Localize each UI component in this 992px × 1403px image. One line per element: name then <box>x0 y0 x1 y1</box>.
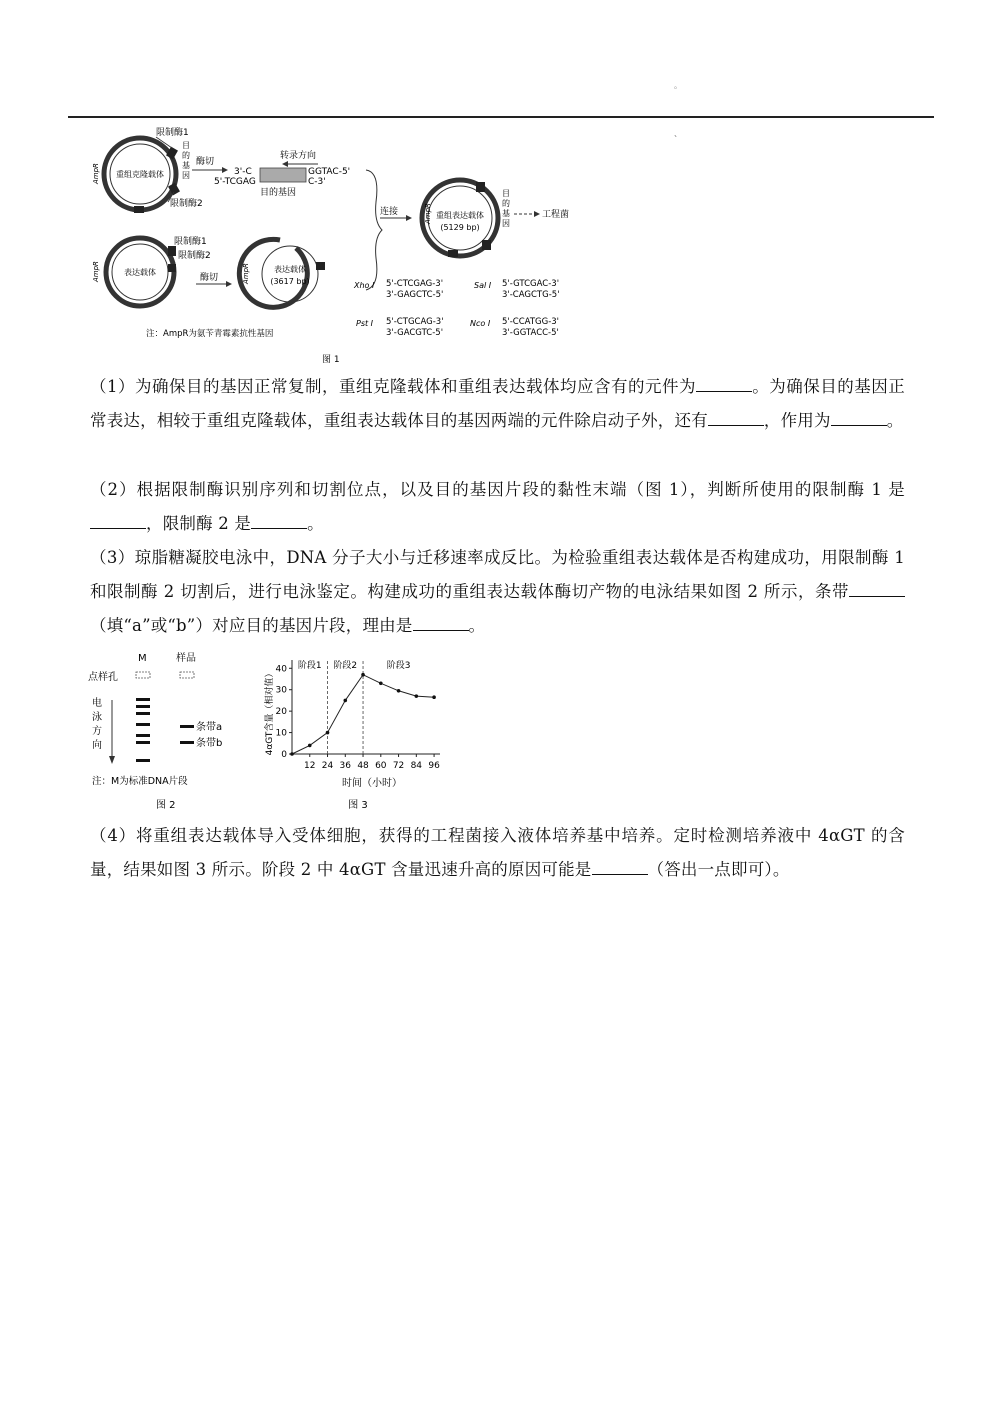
x-tick-label: 60 <box>375 761 387 771</box>
direction-arrow <box>109 756 115 764</box>
svg-text:3'-GAGCTC-5': 3'-GAGCTC-5' <box>386 290 444 300</box>
x-tick-label: 84 <box>410 761 423 771</box>
header-rule <box>68 116 934 118</box>
expression-vector-label: 表达载体 <box>124 268 156 277</box>
data-point <box>432 695 436 699</box>
engineered-bacteria-label: 工程菌 <box>542 210 570 220</box>
answer-blank[interactable] <box>831 407 887 426</box>
figure3-caption: 图 3 <box>348 800 368 811</box>
seq-top-left: 3'-C <box>234 167 252 177</box>
svg-text:方: 方 <box>92 726 102 737</box>
question-2: （2）根据限制酶识别序列和切割位点，以及目的基因片段的黏性末端（图 1），判断所使用的限制酶 1 是，限制酶 2 是 。 <box>90 480 905 533</box>
well-label: 点样孔 <box>88 672 118 683</box>
enzyme-xho <box>353 279 443 300</box>
data-point <box>308 744 312 748</box>
clone-vector-plasmid <box>92 138 180 213</box>
page-mark-comma: 、 <box>674 129 682 138</box>
svg-text:的: 的 <box>502 199 510 208</box>
svg-text:3'-GGTACC-5': 3'-GGTACC-5' <box>502 328 559 338</box>
y-tick-label: 40 <box>275 664 287 675</box>
svg-text:AmpR: AmpR <box>424 203 432 224</box>
figure2-caption: 图 2 <box>156 800 176 811</box>
answer-blank[interactable] <box>413 612 469 631</box>
recombinant-target-gene-label <box>502 189 510 228</box>
target-gene-vertical-label <box>182 141 190 180</box>
enzyme-pst <box>356 317 444 338</box>
band-a-label: 条带a <box>196 722 223 733</box>
svg-text:5'-GTCGAC-3': 5'-GTCGAC-3' <box>502 279 560 289</box>
svg-text:Pst I: Pst I <box>356 319 374 328</box>
svg-text:Xho I: Xho I <box>354 281 375 290</box>
target-gene-box <box>260 168 306 182</box>
seq-bottom-right: C-3' <box>308 177 326 187</box>
x-tick-label: 72 <box>392 761 405 771</box>
x-tick-label: 36 <box>339 761 352 771</box>
svg-text:向: 向 <box>92 740 102 751</box>
transcription-direction-label: 转录方向 <box>280 151 317 161</box>
enzyme1-label: 限制酶1 <box>156 128 189 138</box>
y-tick-label: 30 <box>275 685 287 696</box>
recombinant-vector-label: 重组表达载体 <box>436 211 484 220</box>
x-axis-label: 时间（小时） <box>342 778 402 789</box>
figure1-note: 注：AmpR为氨苄青霉素抗性基因 <box>146 329 274 339</box>
enzyme-nco <box>470 317 559 338</box>
gene-label: 目的基因 <box>260 188 297 198</box>
svg-text:3'-CAGCTG-5': 3'-CAGCTG-5' <box>502 290 560 300</box>
svg-text:5'-CCATGG-3': 5'-CCATGG-3' <box>502 317 560 327</box>
stage-label: 阶段2 <box>333 661 358 671</box>
recombinant-vector-size: (5129 bp) <box>440 223 480 232</box>
answer-blank[interactable] <box>251 510 307 529</box>
question-3: （3）琼脂糖凝胶电泳中，DNA 分子大小与迁移速率成反比。为检验重组表达载体是否构建成功，用限制酶 1 和限制酶 2 切割后，进行电泳鉴定。构建成功的重组表达载体酶切产物的电泳结果如图 2 所示，条带（填“a”或“b”）对应目的基因片段，理由是 。 <box>90 548 905 635</box>
svg-text:因: 因 <box>182 171 190 180</box>
svg-text:因: 因 <box>502 219 510 228</box>
x-tick-label: 96 <box>428 761 440 771</box>
seq-bottom-left: 5'-TCGAG <box>214 177 256 187</box>
clone-vector-label: 重组克隆载体 <box>116 170 164 179</box>
y-tick-label: 0 <box>281 750 287 760</box>
data-point <box>290 752 294 756</box>
cut-expression-vector-plasmid <box>239 239 325 307</box>
svg-text:Nco I: Nco I <box>470 319 491 328</box>
figure2-note: 注：M为标准DNA片段 <box>92 776 188 787</box>
y-tick-label: 10 <box>275 728 287 739</box>
svg-text:电: 电 <box>92 698 102 709</box>
cut-label-top: 酶切 <box>196 157 215 167</box>
answer-blank[interactable] <box>696 373 752 392</box>
well-sample <box>180 672 194 678</box>
svg-text:的: 的 <box>182 151 190 160</box>
question-1: （1）为确保目的基因正常复制，重组克隆载体和重组表达载体均应含有的元件为 。为确保目的基因正常表达，相较于重组克隆载体，重组表达载体目的基因两端的元件除启动子外，还有 ，作用为 。 <box>90 370 905 438</box>
recombinant-vector-plasmid <box>422 180 498 257</box>
svg-text:5'-CTCGAG-3': 5'-CTCGAG-3' <box>386 279 444 289</box>
enzyme2-label-lower: 限制酶2 <box>178 251 211 261</box>
data-point <box>343 699 347 703</box>
seq-top-right: GGTAC-5' <box>308 167 351 177</box>
svg-text:AmpR: AmpR <box>242 263 250 284</box>
y-axis-label: 4αGT含量（相对值） <box>265 668 275 756</box>
enzyme-sal <box>474 279 560 300</box>
stage-label: 阶段3 <box>386 661 411 671</box>
expression-vector-plasmid <box>92 238 176 306</box>
direction-label <box>92 696 102 751</box>
y-tick-label: 20 <box>275 707 287 718</box>
svg-text:基: 基 <box>502 209 510 218</box>
figure-2-gel <box>84 648 254 816</box>
svg-text:5'-CTGCAG-3': 5'-CTGCAG-3' <box>386 317 444 327</box>
x-tick-label: 48 <box>357 761 369 771</box>
answer-blank[interactable] <box>592 856 648 875</box>
question-4: （4）将重组表达载体导入受体细胞，获得的工程菌接入液体培养基中培养。定时检测培养液中 4αGT 的含量，结果如图 3 所示。阶段 2 中 4αGT 含量迅速升高的原因可能是 （答出一点即可）。 <box>90 826 905 879</box>
answer-blank[interactable] <box>90 510 146 529</box>
data-point <box>361 673 365 677</box>
connect-label: 连接 <box>380 207 399 217</box>
svg-text:基: 基 <box>182 161 190 170</box>
answer-blank[interactable] <box>849 578 905 597</box>
band-b <box>180 741 194 744</box>
data-point <box>397 689 401 693</box>
svg-text:3'-GACGTC-5': 3'-GACGTC-5' <box>386 328 444 338</box>
svg-text:AmpR: AmpR <box>92 261 100 282</box>
figure-1-diagram <box>90 122 590 370</box>
cut-expression-vector-label: 表达载体 <box>274 265 306 274</box>
stage-label: 阶段1 <box>297 661 322 671</box>
lane-m-label: M <box>138 653 147 664</box>
svg-text:泳: 泳 <box>92 712 102 723</box>
marker-bands <box>136 698 150 762</box>
band-b-label: 条带b <box>196 738 223 749</box>
enzyme1-label-lower: 限制酶1 <box>174 237 207 247</box>
well-m <box>136 672 150 678</box>
svg-text:目: 目 <box>502 189 510 198</box>
cut-expression-vector-size: (3617 bp) <box>270 277 310 286</box>
svg-text:目: 目 <box>182 141 190 150</box>
data-point <box>326 731 330 735</box>
cut-label-lower: 酶切 <box>200 273 219 283</box>
amp-label: AmpR <box>92 163 100 184</box>
lane-sample-label: 样品 <box>176 653 196 664</box>
figure-3-chart <box>262 648 442 816</box>
answer-blank[interactable] <box>708 407 764 426</box>
band-a <box>180 725 194 728</box>
enzyme2-label: 限制酶2 <box>170 199 203 209</box>
data-point <box>415 694 419 698</box>
figure1-caption: 图 1 <box>322 355 340 365</box>
page-mark-dot: 。 <box>674 81 682 90</box>
x-tick-label: 24 <box>321 761 334 771</box>
data-point <box>379 681 383 685</box>
svg-text:Sal I: Sal I <box>474 281 492 290</box>
x-tick-label: 12 <box>304 761 316 771</box>
